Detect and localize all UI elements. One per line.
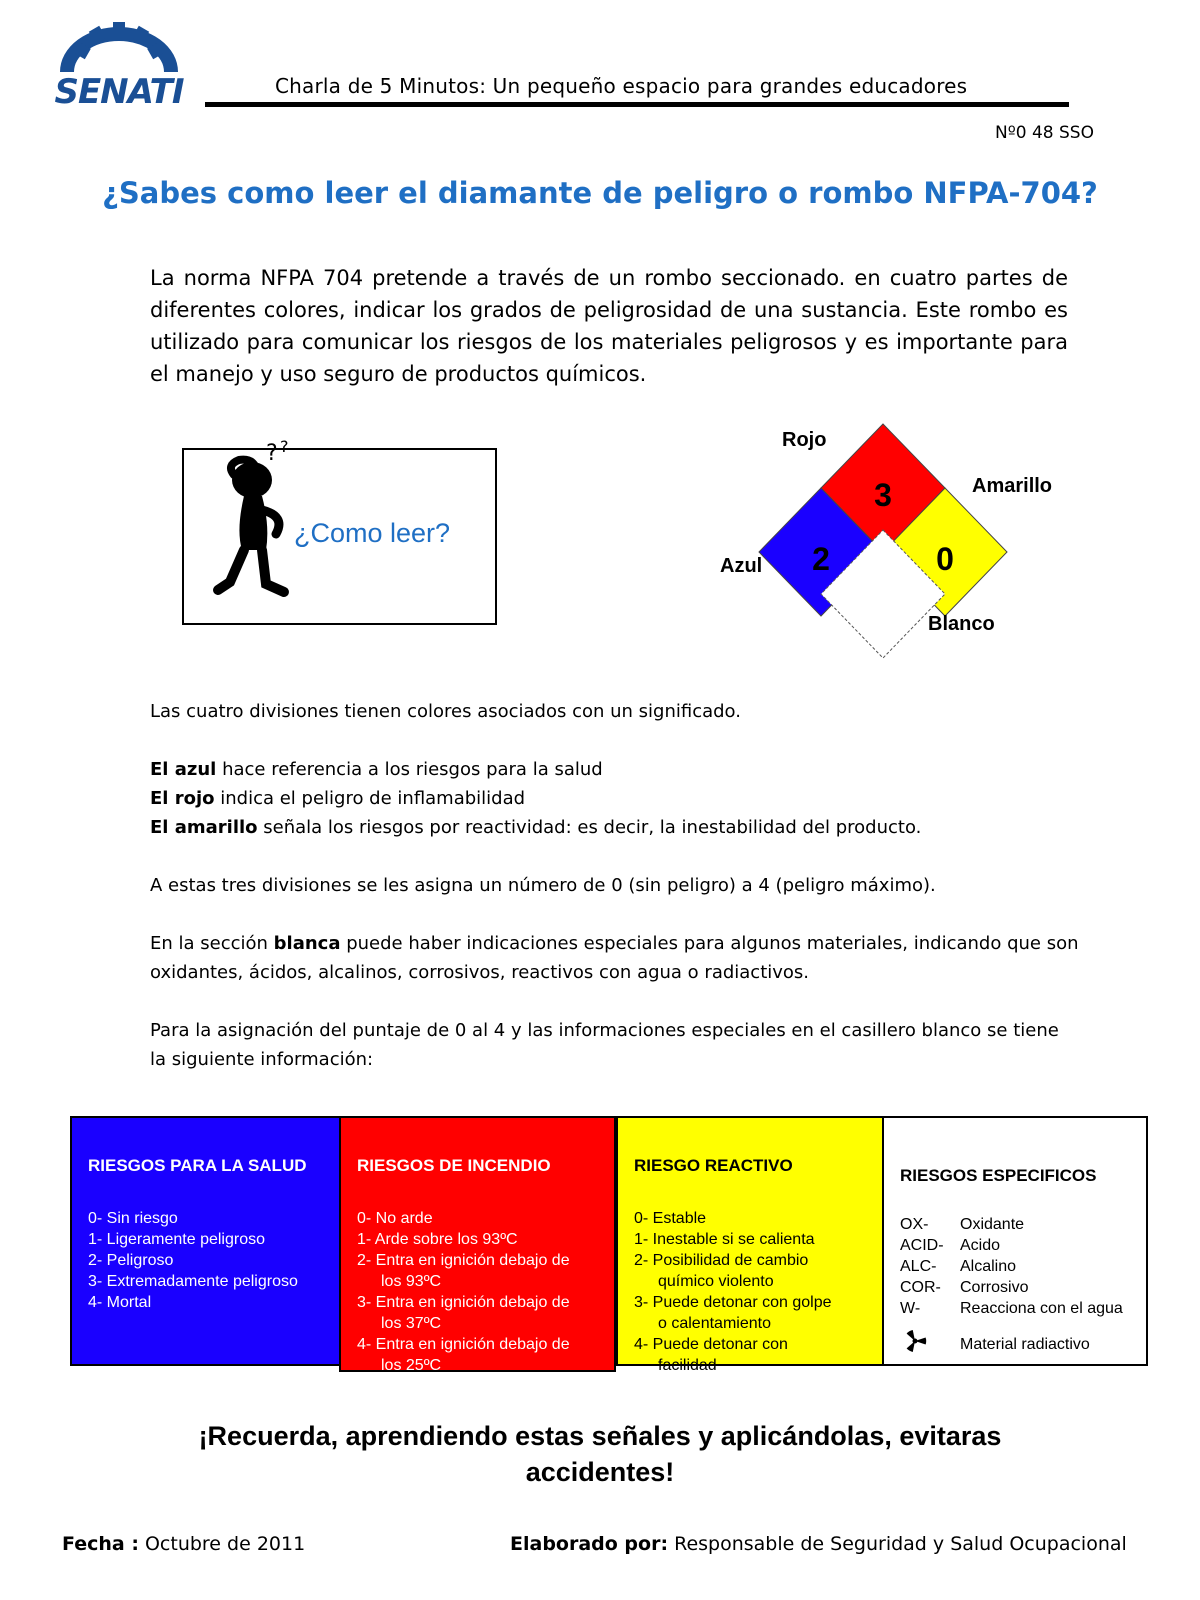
list-item: 0- No arde [357,1210,433,1227]
specific-risk-column [882,1118,1146,1364]
how-to-read-box [182,437,497,625]
header-divider [205,102,1069,107]
list-item: 4- Puede detonar con [634,1336,788,1353]
header-title: Charla de 5 Minutos: Un pequeño espacio para grandes educadores [275,74,968,98]
blue-meaning [150,755,1080,784]
label-rojo: Rojo [782,429,827,451]
label-amarillo: Amarillo [972,475,1053,497]
assignment-paragraph: Para la asignación del puntaje de 0 al 4 y las informaciones especiales en el casillero blanco se tiene la siguiente información: [150,1020,1059,1070]
yellow-value: 0 [936,541,954,577]
reactive-risk-column [616,1118,882,1374]
fire-risk-title: RIESGOS DE INCENDIO [357,1156,551,1175]
reactive-risk-list [634,1208,831,1376]
how-to-read-label: ¿Como leer? [294,518,451,548]
list-item: 1- Inestable si se calienta [634,1231,815,1248]
list-item: 0- Sin riesgo [88,1210,178,1227]
list-item: los 25ºC [381,1357,442,1374]
logo-text: SENATI [54,72,184,112]
table-row: ALC- Alcalino [900,1258,1017,1275]
list-item: químico violento [658,1273,774,1290]
yellow-meaning [150,813,1080,842]
list-item: 2- Posibilidad de cambio [634,1252,809,1269]
list-item: 2- Peligroso [88,1252,174,1269]
question-mark-small: ? [280,437,289,456]
date-footer: Fecha : Octubre de 2011 [62,1533,306,1555]
radioactive-icon [900,1329,960,1359]
list-item: 4- Mortal [88,1294,152,1311]
document-number: Nº0 48 SSO [995,123,1094,143]
red-lead: El rojo [150,788,215,809]
list-item: 1- Arde sobre los 93ºC [357,1231,518,1248]
list-item: o calentamiento [658,1315,771,1332]
red-rest: indica el peligro de inflamabilidad [214,788,526,809]
radioactive-row: Material radiactivo [900,1329,1123,1359]
list-item: 3- Entra en ignición debajo de [357,1294,570,1311]
senati-logo [44,30,194,110]
list-item: 1- Ligeramente peligroso [88,1231,265,1248]
label-azul: Azul [720,555,763,577]
nfpa-diamond [700,410,1080,670]
white-section-paragraph: En la sección blanca puede haber indicaciones especiales para algunos materiales, indicando que son oxidantes, ácidos, alcalinos, corrosivos, reactivos con agua o radiactivos. [150,933,1079,983]
fire-risk-column [339,1116,616,1372]
risk-table [70,1116,1148,1374]
scale-paragraph: A estas tres divisiones se les asigna un número de 0 (sin peligro) a 4 (peligro máximo). [150,875,936,896]
list-item: los 37ºC [381,1315,442,1332]
yellow-rest: señala los riesgos por reactividad: es decir, la inestabilidad del producto. [257,817,922,838]
yellow-lead: El amarillo [150,817,258,838]
label-blanco: Blanco [928,613,995,635]
blue-value: 2 [812,541,830,577]
list-item: los 93ºC [381,1273,442,1290]
divisions-intro: Las cuatro divisiones tienen colores asociados con un significado. [150,701,741,722]
page-title: ¿Sabes como leer el diamante de peligro o rombo NFPA-704? [102,176,1098,210]
table-row: OX- Oxidante [900,1216,1025,1233]
list-item: 2- Entra en ignición debajo de [357,1252,570,1269]
fire-risk-list [357,1208,570,1376]
list-item: 3- Puede detonar con golpe [634,1294,832,1311]
white-lead: blanca [273,933,341,954]
table-row: ACID- Acido [900,1237,1001,1254]
specific-risk-title: RIESGOS ESPECIFICOS [900,1166,1097,1185]
list-item: 3- Extremadamente peligroso [88,1273,298,1290]
blue-lead: El azul [150,759,217,780]
table-row: COR- Corrosivo [900,1279,1029,1296]
intro-paragraph: La norma NFPA 704 pretende a través de un rombo seccionado. en cuatro partes de diferentes colores, indicar los grados de peligrosidad de una sustancia. Este rombo es utilizado para comunicar los riesgos de los materiales peligrosos y es importante para el manejo y uso seguro de productos químicos. [150,266,1068,386]
reactive-risk-title: RIESGO REACTIVO [634,1156,793,1175]
health-risk-title: RIESGOS PARA LA SALUD [88,1156,307,1175]
table-row: W- Reacciona con el agua [900,1300,1123,1317]
list-item: 4- Entra en ignición debajo de [357,1336,570,1353]
health-risk-column [72,1118,339,1364]
blue-rest: hace referencia a los riesgos para la salud [216,759,603,780]
question-mark: ? [266,441,278,466]
red-value: 3 [874,477,892,513]
author-footer: Elaborado por: Responsable de Seguridad y Salud Ocupacional [510,1533,1127,1555]
list-item: facilidad [658,1357,717,1374]
reminder-message: ¡Recuerda, aprendiendo estas señales y aplicándolas, evitaras accidentes! [198,1421,1002,1487]
health-risk-list [88,1208,298,1313]
list-item: 0- Estable [634,1210,707,1227]
specific-risk-list [900,1214,1123,1359]
red-meaning [150,784,1080,813]
